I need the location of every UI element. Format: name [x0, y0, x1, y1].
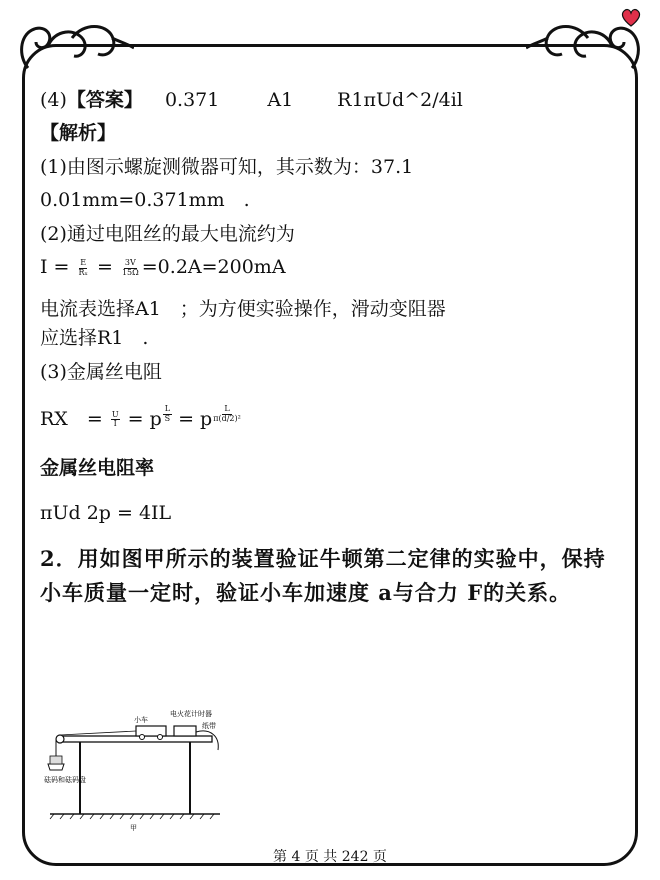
- answer-value-3: R1πUd^2/4il: [337, 89, 463, 111]
- frac1-den: Rₓ: [78, 267, 88, 277]
- fraction-l-over-s: [163, 405, 172, 424]
- analysis-p5: 金属丝电阻率: [40, 456, 155, 479]
- eq-i-suffix: =0.2A=200mA: [141, 256, 286, 279]
- weights-label: 砝码和砝码盘: [44, 776, 86, 784]
- frac4-den: S: [164, 413, 171, 423]
- timer-label: 电火花计时器: [170, 710, 212, 718]
- frac5-den: π(d/2)²: [213, 413, 241, 423]
- rx-mid: = p: [127, 407, 162, 430]
- analysis-p4: (3)金属丝电阻: [40, 360, 162, 383]
- answer-part: (4): [40, 89, 67, 111]
- page-footer: 第 4 页 共 242 页: [273, 849, 387, 865]
- analysis-p2: (2)通过电阻丝的最大电流约为: [40, 222, 295, 245]
- frac4-num: L: [164, 403, 171, 413]
- question-2-text: 2．用如图甲所示的装置验证牛顿第二定律的实验中，保持小车质量一定时，验证小车加速度 a与合力 F的关系。: [40, 546, 606, 605]
- analysis-p1a: (1)由图示螺旋测微器可知，其示数为：37.1: [40, 155, 414, 178]
- eq-i-prefix: I =: [40, 256, 70, 279]
- cart-wheel-left: [140, 735, 145, 740]
- frac5-num: L: [224, 403, 230, 413]
- string-top: [60, 731, 136, 735]
- current-equation: [40, 253, 626, 282]
- weight-pan: [48, 764, 64, 770]
- answer-value-1: 0.371: [164, 89, 220, 111]
- fraction-u-over-i: [111, 411, 120, 430]
- answer-label: 【答案】: [66, 89, 143, 111]
- page-content: [40, 86, 626, 631]
- answer-value-2: A1: [267, 89, 294, 111]
- frac3-den: I: [113, 419, 117, 429]
- analysis-p1b: 0.01mm=0.371mm .: [40, 189, 250, 212]
- apparatus-figure: [40, 706, 230, 834]
- resistance-equation: [40, 405, 626, 438]
- rx-end: = p: [178, 407, 213, 430]
- answer-line: [40, 86, 626, 115]
- figure-caption: 甲: [130, 824, 137, 832]
- analysis-p3a: 电流表选择A1 ；为方便实验操作，滑动变阻器: [40, 297, 446, 320]
- fraction-e-over-rx: [78, 259, 89, 278]
- analysis-p6: πUd 2p = 4IL: [40, 501, 172, 524]
- pulley: [56, 735, 64, 743]
- fraction-l-over-area: [213, 405, 241, 424]
- analysis-label: 【解析】: [40, 122, 117, 145]
- cart-label: 小车: [134, 716, 148, 724]
- frac2-den: 15Ω: [121, 267, 139, 277]
- analysis-p3b: 应选择R1 .: [40, 327, 149, 350]
- heart-icon: [620, 8, 642, 28]
- fraction-3v-over-15: [121, 259, 140, 278]
- rx-prefix: RX =: [40, 407, 103, 430]
- track-board: [62, 736, 212, 742]
- tape-label: 纸带: [202, 722, 216, 730]
- weights: [50, 756, 62, 764]
- frac2-num: 3V: [124, 257, 136, 267]
- scroll-left-ornament: [14, 6, 134, 76]
- cart-wheel-right: [158, 735, 163, 740]
- frac3-num: U: [111, 409, 119, 419]
- spark-timer: [174, 726, 196, 736]
- frac1-num: E: [80, 257, 87, 267]
- eq-equals: =: [96, 256, 113, 279]
